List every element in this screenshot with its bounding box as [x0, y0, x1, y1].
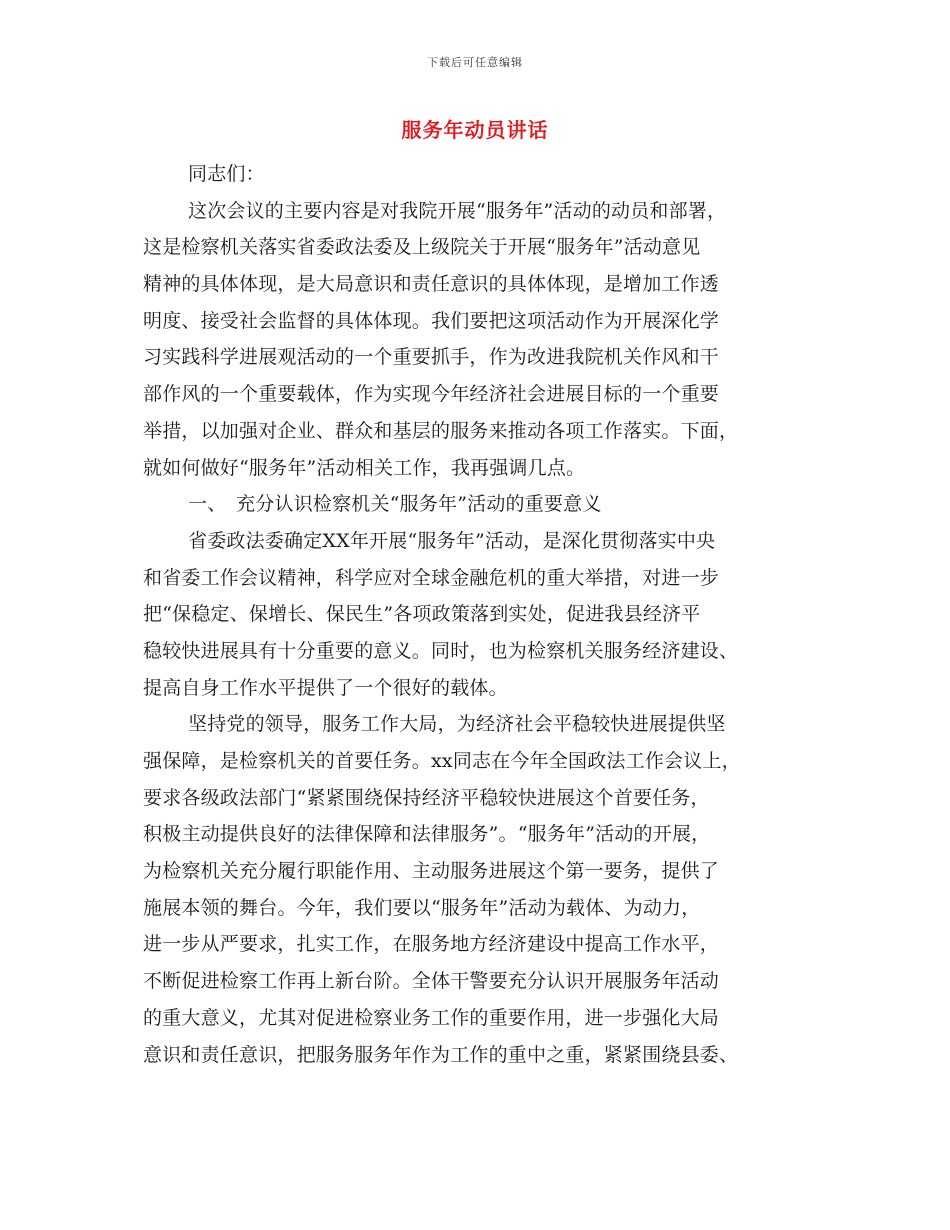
text-line: 为检察机关充分履行职能作用、主动服务进展这个第一要务，提供了 [143, 860, 720, 883]
text-line: 同志们： [188, 163, 265, 185]
text-line: 一、 充分认识检察机关“服务年”活动的重要意义 [188, 493, 602, 516]
text-line: 的重大意义，尤其对促进检察业务工作的重要作用，进一步强化大局 [143, 1006, 720, 1029]
text-line: 施展本领的舞台。今年，我们要以“服务年”活动为载体、为动力， [143, 896, 701, 919]
text-line: 省委政法委确定XX年开展“服务年”活动，是深化贯彻落实中央 [188, 529, 716, 552]
text-line: 精神的具体体现，是大局意识和责任意识的具体体现，是增加工作透 [143, 273, 720, 296]
text-line: 不断促进检察工作再上新台阶。全体干警要充分认识开展服务年活动 [143, 970, 720, 993]
text-line: 习实践科学进展观活动的一个重要抓手，作为改进我院机关作风和干 [143, 346, 720, 369]
text-line: 要求各级政法部门“紧紧围绕保持经济平稳较快进展这个首要任务， [143, 786, 710, 809]
text-line: 和省委工作会议精神，科学应对全球金融危机的重大举措，对进一步 [143, 566, 720, 589]
document-body [143, 156, 811, 1073]
header-note: 下载后可任意编辑 [427, 56, 523, 69]
text-line: 把“保稳定、保增长、保民生”各项政策落到实处，促进我县经济平 [143, 603, 701, 626]
text-line: 部作风的一个重要载体，作为实现今年经济社会进展目标的一个重要 [143, 383, 720, 406]
text-line: 举措，以加强对企业、群众和基层的服务来推动各项工作落实。下面， [143, 419, 739, 442]
text-line: 明度、接受社会监督的具体体现。我们要把这项活动作为开展深化学 [143, 309, 720, 332]
text-line: 这次会议的主要内容是对我院开展“服务年”活动的动员和部署， [188, 199, 727, 222]
text-line: 稳较快进展具有十分重要的意义。同时，也为检察机关服务经济建设、 [143, 639, 739, 662]
text-line: 坚持党的领导，服务工作大局，为经济社会平稳较快进展提供坚 [188, 713, 726, 736]
text-line: 这是检察机关落实省委政法委及上级院关于开展“服务年”活动意见 [143, 236, 701, 259]
document-title: 服务年动员讲话 [401, 118, 549, 142]
text-line: 就如何做好“服务年”活动相关工作，我再强调几点。 [143, 456, 586, 479]
text-line: 进一步从严要求，扎实工作，在服务地方经济建设中提高工作水平， [143, 933, 720, 956]
text-line: 提高自身工作水平提供了一个很好的载体。 [143, 676, 508, 699]
text-line: 意识和责任意识，把服务服务年作为工作的重中之重，紧紧围绕县委、 [143, 1043, 739, 1066]
text-line: 积极主动提供良好的法律保障和法律服务”。“服务年”活动的开展， [143, 823, 711, 846]
text-line: 强保障，是检察机关的首要任务。xx同志在今年全国政法工作会议上， [143, 750, 741, 772]
